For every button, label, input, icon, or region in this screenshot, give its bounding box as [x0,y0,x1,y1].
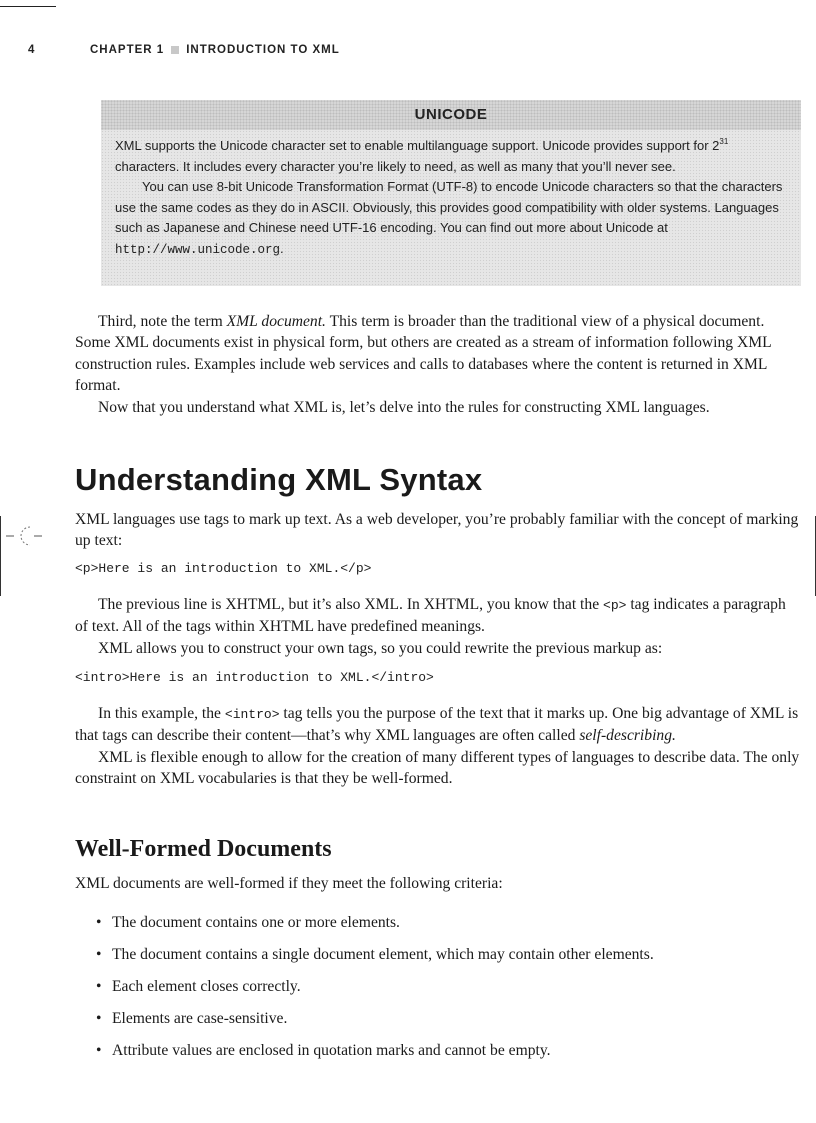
code-example-2: <intro>Here is an introduction to XML.</intro> [75,670,434,685]
syntax-paragraph-2: The previous line is XHTML, but it’s also XML. In XHTML, you know that the <p> tag indicates a paragraph of text. All of the tags within XHTML have predefined meanings. [75,596,786,636]
p-tag-code: <p> [603,598,627,613]
syntax-paragraph-1: XML languages use tags to mark up text. As a web developer, you’re probably familiar with the concept of marking up text: [75,511,799,550]
criteria-item: • Elements are case-sensitive. [96,1008,796,1029]
intro-tag-code: <intro> [224,707,280,722]
syntax-paragraph-3: XML allows you to construct your own tags, so you could rewrite the previous markup as: [98,639,663,657]
sidebar-body [101,130,801,261]
criteria-item: • Attribute values are enclosed in quotation marks and cannot be empty. [96,1040,796,1061]
syntax-text-3 [75,703,800,790]
square-separator-icon [171,46,179,54]
criteria-item: • The document contains a single document element, which may contain other elements. [96,944,796,965]
running-header [28,44,340,56]
section-heading-well-formed: Well-Formed Documents [75,836,332,862]
self-describing-term: self-describing. [579,727,676,745]
criteria-item: • The document contains one or more elements. [96,912,796,933]
xml-document-term: XML document. [226,313,326,330]
syntax-paragraph-5: XML is flexible enough to allow for the creation of many different types of languages to describe data. The only constraint on XML vocabularies is that they be well-formed. [75,748,800,788]
section-heading-syntax: Understanding XML Syntax [75,462,483,497]
left-crop-mark [0,516,1,596]
well-formed-intro: XML documents are well-formed if they meet the following criteria: [75,875,503,892]
registration-mark-icon [6,524,46,548]
criteria-list [96,912,796,1072]
chapter-title: INTRODUCTION TO XML [186,44,340,56]
code-example-1: <p>Here is an introduction to XML.</p> [75,561,372,576]
superscript: 31 [719,137,729,146]
page-number: 4 [28,44,36,56]
unicode-url: http://www.unicode.org [115,242,281,257]
intro-text [75,311,800,418]
syntax-text-2 [75,594,800,659]
intro-paragraph-2: Now that you understand what XML is, let’s delve into the rules for constructing XML languages. [98,398,710,416]
sidebar-paragraph-1: XML supports the Unicode character set to enable multilanguage support. Unicode provides support for $2^{31}$ characters. It includes every character you’re likely to need, as well as many that you’ll never see. [115,137,729,174]
sidebar-title: UNICODE [101,100,801,130]
unicode-sidebar [101,100,801,286]
syntax-paragraph-4: In this example, the <intro> tag tells you the purpose of the text that it marks up. One big advantage of XML is that tags can describe their content—that’s why XML languages are often called self-describing. [75,705,799,745]
criteria-item: • Each element closes correctly. [96,976,796,997]
chapter-label: CHAPTER 1 [90,44,165,56]
sidebar-paragraph-2: You can use 8-bit Unicode Transformation Format (UTF-8) to encode Unicode characters so that the characters use the same codes as they do in ASCII. Obviously, this provides good compatibility with older systems. Languages such as Japanese and Chinese need UTF-16 encoding. You can find out more about Unicode at http://www.unicode.org. [115,179,783,257]
top-rule [0,6,56,7]
intro-paragraph-1: Third, note the term XML document. This term is broader than the traditional view of a physical document. Some XML documents exist in physical form, but others are created as a stream of information following XML construction rules. Examples include web services and calls to databases where the content is returned in XML format. [75,313,772,395]
